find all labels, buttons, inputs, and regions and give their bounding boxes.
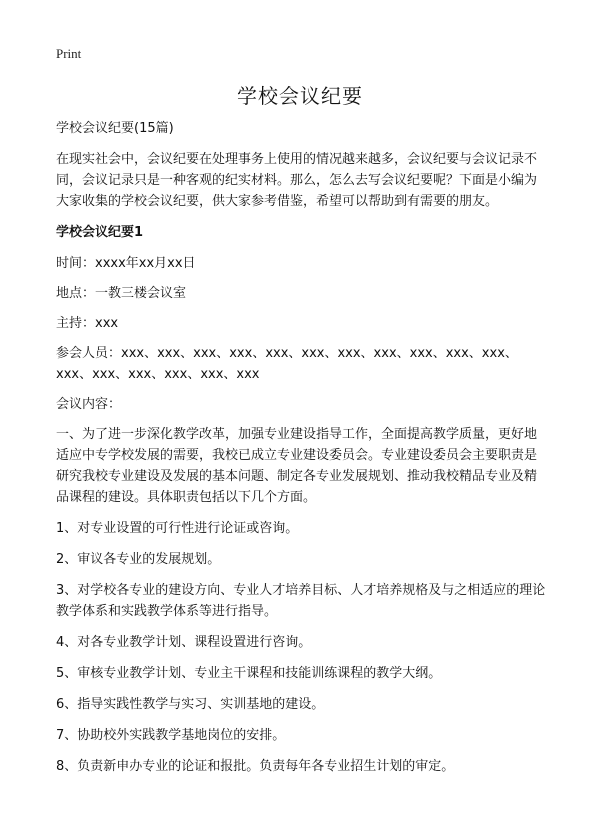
print-link[interactable]: Print	[56, 46, 82, 61]
intro-paragraph: 在现实社会中，会议纪要在处理事务上使用的情况越来越多，会议纪要与会议记录不同，会议记录只是一种客观的纪实材料。那么，怎么去写会议纪要呢？下面是小编为大家收集的学校会议纪要，供大家参考借鉴，希望可以帮助到有需要的朋友。	[56, 152, 538, 209]
list-item: 8、负责新申办专业的论证和报批。负责每年各专业招生计划的审定。	[56, 759, 455, 774]
list-item: 4、对各专业教学计划、课程设置进行咨询。	[56, 635, 312, 650]
doc-subtitle: 学校会议纪要(15篇)	[56, 121, 174, 136]
section-heading: 学校会议纪要1	[56, 225, 144, 240]
list-item: 3、对学校各专业的建设方向、专业人才培养目标、人才培养规格及与之相适应的理论教学体系和实践教学体系等进行指导。	[56, 583, 546, 619]
meeting-time: 时间：xxxx年xx月xx日	[56, 256, 196, 271]
meeting-content-label: 会议内容：	[56, 397, 122, 412]
document-body	[56, 118, 548, 787]
list-item: 6、指导实践性教学与实习、实训基地的建设。	[56, 697, 325, 712]
meeting-attendees: 参会人员：xxx、xxx、xxx、xxx、xxx、xxx、xxx、xxx、xxx、xxx、xxx、xxx、xxx、xxx、xxx、xxx、xxx	[56, 346, 518, 382]
list-item: 1、对专业设置的可行性进行论证或咨询。	[56, 521, 299, 536]
list-item: 7、协助校外实践教学基地岗位的安排。	[56, 728, 286, 743]
body-paragraph: 一、为了进一步深化教学改革，加强专业建设指导工作，全面提高教学质量，更好地适应中专学校发展的需要，我校已成立专业建设委员会。专业建设委员会主要职责是研究我校专业建设及发展的基本问题、制定各专业发展规划、推动我校精品专业及精品课程的建设。具体职责包括以下几个方面。	[56, 427, 538, 505]
list-item: 2、审议各专业的发展规划。	[56, 552, 221, 567]
meeting-host: 主持：xxx	[56, 316, 119, 331]
page-title: 学校会议纪要	[237, 84, 363, 108]
list-item: 5、审核专业教学计划、专业主干课程和技能训练课程的教学大纲。	[56, 666, 442, 681]
meeting-place: 地点：一教三楼会议室	[56, 286, 187, 301]
